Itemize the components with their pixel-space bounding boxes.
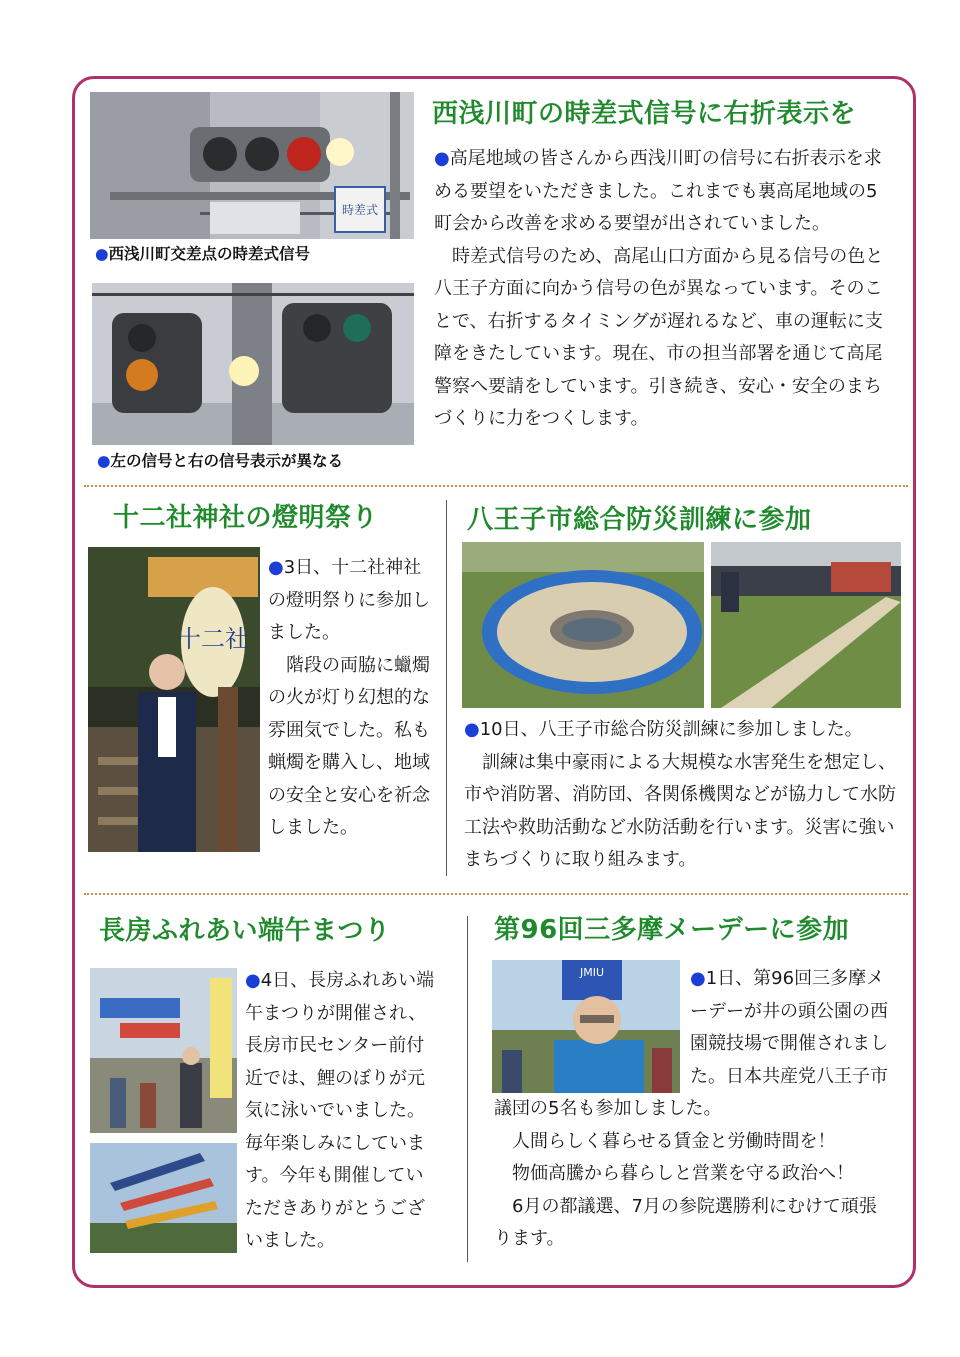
- section-title-tango: 長房ふれあい端午まつり: [99, 916, 391, 946]
- divider-vertical-2: [467, 916, 468, 1262]
- divider-horizontal-2: [84, 893, 908, 895]
- caption-signal-2: ●左の信号と右の信号表示が異なる: [97, 452, 344, 470]
- photo-sandbag-line: [711, 542, 901, 708]
- section-title-signal: 西浅川町の時差式信号に右折表示を: [432, 99, 857, 129]
- sign-text: 時差式: [341, 203, 379, 217]
- section-title-festival: 十二社神社の燈明祭り: [113, 503, 379, 533]
- bullet-icon: ●: [690, 968, 706, 989]
- photo-koinobori-sky: [90, 1143, 237, 1253]
- section-body-festival: [268, 552, 436, 845]
- paragraph: 1日、第96回三多摩メーデーが井の頭公園の西園競技場で開催されました。日本共産党八王子市議団の5名も参加しました。: [494, 968, 888, 1119]
- bullet-icon: ●: [434, 148, 450, 169]
- paragraph: 物価高騰から暮らしと営業を守る政治へ！: [494, 1163, 854, 1184]
- section-body-mayday-text: [494, 963, 892, 1256]
- paragraph: ●4日、長房ふれあい端午まつりが開催され、長房市民センター前付近では、鯉のぼりが元気に泳いでいました。毎年楽しみにしています。今年も開催していただきありがとうございました。: [245, 970, 435, 1251]
- photo-shrine-festival: [88, 547, 260, 852]
- paragraph: 時差式信号のため、高尾山口方面から見る信号の色と八王子方面に向かう信号の色が異なっています。そのことで、右折するタイミングが遅れるなど、車の運転に支障をきたしています。現在、市の担当部署を通じて高尾警察へ要請をしています。引き続き、安心・安全のまちづくりに力をつくします。: [434, 245, 884, 429]
- divider-horizontal-1: [84, 485, 908, 487]
- paragraph: 階段の両脇に蠟燭の火が灯り幻想的な雰囲気でした。私も蝋燭を購入し、地域の安全と安心を祈念しました。: [268, 654, 430, 838]
- banner-text: JMIU: [579, 966, 605, 979]
- bullet-icon: ●: [464, 719, 480, 740]
- photo-koinobori-event: [90, 968, 237, 1133]
- caption-signal-1: ●西浅川町交差点の時差式信号: [95, 245, 311, 263]
- bullet-icon: ●: [268, 557, 284, 578]
- paragraph: 人間らしく暮らせる賃金と労働時間を！: [494, 1130, 836, 1152]
- paragraph: ●高尾地域の皆さんから西浅川町の信号に右折表示を求める要望をいただきました。これまでも裏高尾地域の5町会から改善を求める要望が出されていました。: [434, 148, 882, 234]
- divider-vertical-1: [446, 500, 447, 876]
- paragraph: 6月の都議選、7月の参院選勝利にむけて頑張ります。: [494, 1195, 877, 1249]
- photo-traffic-signal-2: [92, 283, 414, 445]
- paragraph: ●3日、十二社神社の燈明祭りに参加しました。: [268, 557, 430, 643]
- paragraph: 訓練は集中豪雨による大規模な水害発生を想定し、市や消防署、消防団、各関係機関などが協力して水防工法や救助活動など水防活動を行います。災害に強いまちづくりに取り組みます。: [464, 751, 896, 870]
- section-title-mayday: 第96回三多摩メーデーに参加: [494, 915, 850, 945]
- section-body-tango: [245, 965, 440, 1258]
- paragraph: ●10日、八王子市総合防災訓練に参加しました。: [464, 719, 863, 740]
- photo-sandbag-circle: [462, 542, 704, 708]
- lantern-text: 十二社: [177, 625, 249, 653]
- section-title-drill: 八王子市総合防災訓練に参加: [467, 505, 812, 535]
- section-body-signal: [434, 143, 894, 436]
- photo-traffic-signal-1: [90, 92, 414, 239]
- bullet-icon: ●: [245, 970, 261, 991]
- section-body-drill: [464, 714, 904, 877]
